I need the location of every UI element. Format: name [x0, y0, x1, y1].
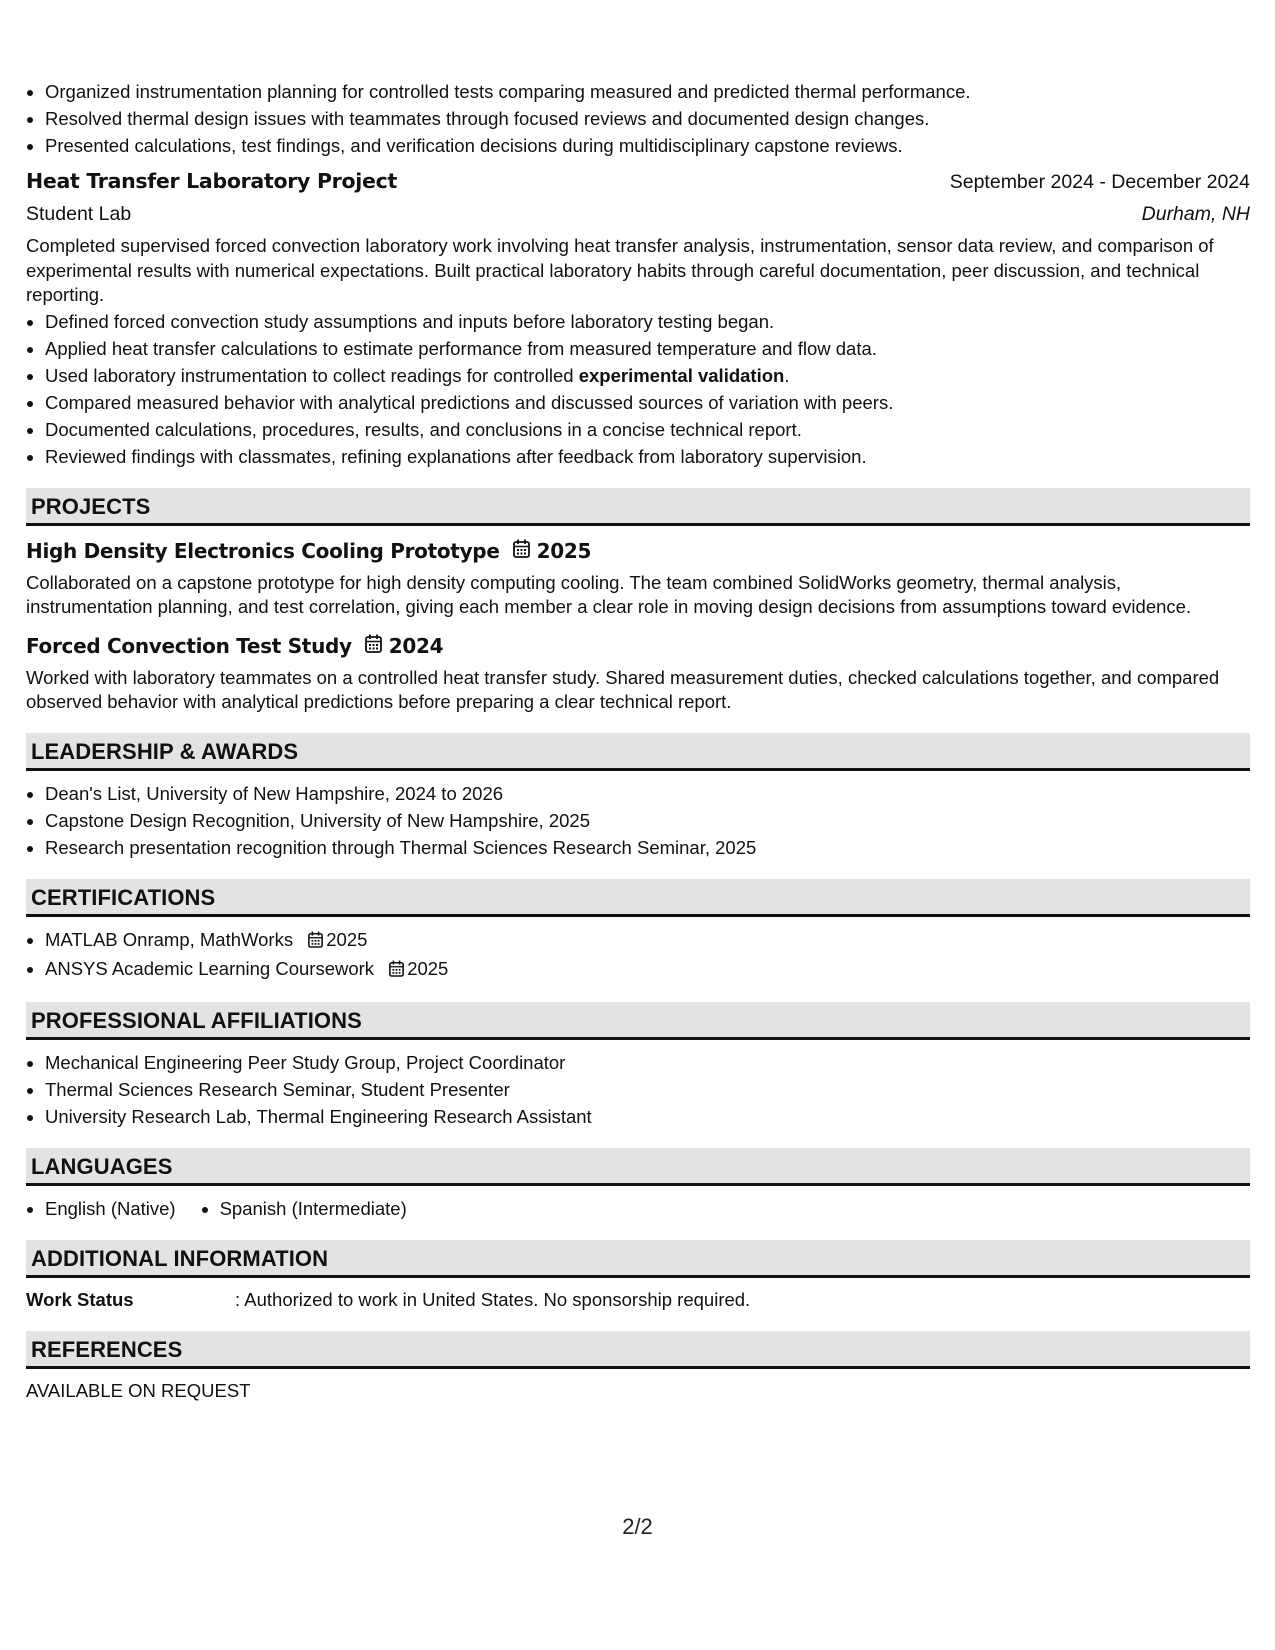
additional-info-section: [26, 1287, 1250, 1313]
list-item: • Defined forced convection study assumptions and inputs before laboratory testing began.: [45, 308, 1250, 335]
project-item: [26, 630, 1250, 715]
calendar-icon: [365, 630, 382, 662]
calendar-icon: [389, 957, 404, 984]
info-label: Work Status: [26, 1288, 134, 1310]
project-title: High Density Electronics Cooling Prototype: [26, 538, 500, 563]
project-title: Forced Convection Test Study: [26, 633, 352, 658]
list-item: • Dean's List, University of New Hampshire, 2024 to 2026: [45, 780, 1250, 807]
list-item: • Organized instrumentation planning for controlled tests comparing measured and predicted thermal performance.: [45, 78, 1250, 105]
section-header-certifications: [26, 879, 1250, 917]
list-item: • Compared measured behavior with analytical predictions and discussed sources of variation with peers.: [45, 389, 1250, 416]
list-item: • Spanish (Intermediate): [220, 1195, 407, 1222]
project-year: 2024: [388, 633, 444, 658]
certification-year: 2025: [407, 957, 449, 979]
list-item: • Presented calculations, test findings, and verification decisions during multidisciplinary capstone reviews.: [45, 132, 1250, 159]
list-item: • Thermal Sciences Research Seminar, Student Presenter: [45, 1076, 1250, 1103]
section-header-languages: [26, 1148, 1250, 1186]
list-item: • Documented calculations, procedures, results, and conclusions in a concise technical report.: [45, 416, 1250, 443]
languages-list: [26, 1195, 1250, 1222]
page-number: 2/2: [622, 1514, 653, 1539]
list-item: • Capstone Design Recognition, University of New Hampshire, 2025: [45, 807, 1250, 834]
entry-dates: September 2024 - December 2024: [949, 171, 1250, 193]
section-header-leadership: [26, 733, 1250, 771]
list-item: • Mechanical Engineering Peer Study Group, Project Coordinator: [45, 1049, 1250, 1076]
section-header-projects: [26, 488, 1250, 526]
section-title: PROJECTS: [31, 493, 151, 519]
section-title: PROFESSIONAL AFFILIATIONS: [31, 1007, 362, 1033]
list-item: • English (Native): [45, 1195, 176, 1222]
entry-location: Durham, NH: [1141, 203, 1250, 225]
project-description: Collaborated on a capstone prototype for high density computing cooling. The team combined SolidWorks geometry, thermal analysis, instrumentation planning, and test correlation, giving each member a clear role in moving design decisions from assumptions toward evidence.: [26, 571, 1192, 617]
section-title: ADDITIONAL INFORMATION: [31, 1245, 329, 1271]
list-item: • Research presentation recognition through Thermal Sciences Research Seminar, 2025: [45, 834, 1250, 861]
list-item: • University Research Lab, Thermal Engineering Research Assistant: [45, 1103, 1250, 1130]
section-header-references: [26, 1331, 1250, 1369]
bullet-text: Used laboratory instrumentation to collect readings for controlled: [45, 364, 579, 386]
certification-year: 2025: [326, 928, 368, 950]
project-item: [26, 535, 1250, 620]
experience-entry: [26, 165, 1250, 470]
section-title: REFERENCES: [31, 1336, 183, 1362]
list-item: [45, 926, 1250, 955]
entry-title: Heat Transfer Laboratory Project: [26, 169, 397, 193]
resume-page: [26, 78, 1250, 1404]
section-header-additional-info: [26, 1240, 1250, 1278]
project-year: 2025: [536, 538, 592, 563]
references-section: [26, 1378, 1250, 1404]
list-item: • Reviewed findings with classmates, refining explanations after feedback from laboratory supervision.: [45, 443, 1250, 470]
calendar-icon: [513, 535, 530, 567]
list-item: • Resolved thermal design issues with teammates through focused reviews and documented design changes.: [45, 105, 1250, 132]
affiliations-section: [26, 1049, 1250, 1130]
affiliations-list: [26, 1049, 1250, 1130]
list-item: [45, 955, 1250, 984]
bullet-text-end: .: [784, 364, 790, 386]
projects-section: [26, 535, 1250, 715]
certifications-list: [26, 926, 1250, 984]
section-header-affiliations: [26, 1002, 1250, 1040]
list-item: • Applied heat transfer calculations to estimate performance from measured temperature and flow data.: [45, 335, 1250, 362]
certifications-section: [26, 926, 1250, 984]
bullet-emphasis: experimental validation: [578, 364, 785, 386]
section-title: CERTIFICATIONS: [31, 884, 216, 910]
languages-section: [26, 1195, 1250, 1222]
entry-bullet-list: [26, 308, 1250, 470]
section-title: LANGUAGES: [31, 1153, 173, 1179]
info-value: : Authorized to work in United States. No sponsorship required.: [235, 1288, 751, 1310]
leadership-section: [26, 780, 1250, 861]
references-text: AVAILABLE ON REQUEST: [26, 1379, 251, 1401]
entry-organization: Student Lab: [26, 203, 132, 225]
entry-summary: Completed supervised forced convection laboratory work involving heat transfer analysis, instrumentation, sensor data review, and comparison of experimental results with numerical expectations. Built practical laboratory habits through careful documentation, peer discussion, and technical reporting.: [26, 235, 1214, 305]
certification-name: MATLAB Onramp, MathWorks: [45, 928, 294, 950]
leadership-list: [26, 780, 1250, 861]
certification-name: ANSYS Academic Learning Coursework: [45, 957, 375, 979]
intro-bullet-list: [26, 78, 1250, 159]
section-title: LEADERSHIP & AWARDS: [31, 738, 299, 764]
calendar-icon: [308, 928, 323, 955]
project-description: Worked with laboratory teammates on a controlled heat transfer study. Shared measurement duties, checked calculations together, and compared observed behavior with analytical predictions before preparing a clear technical report.: [26, 666, 1220, 712]
list-item: [45, 362, 1250, 389]
